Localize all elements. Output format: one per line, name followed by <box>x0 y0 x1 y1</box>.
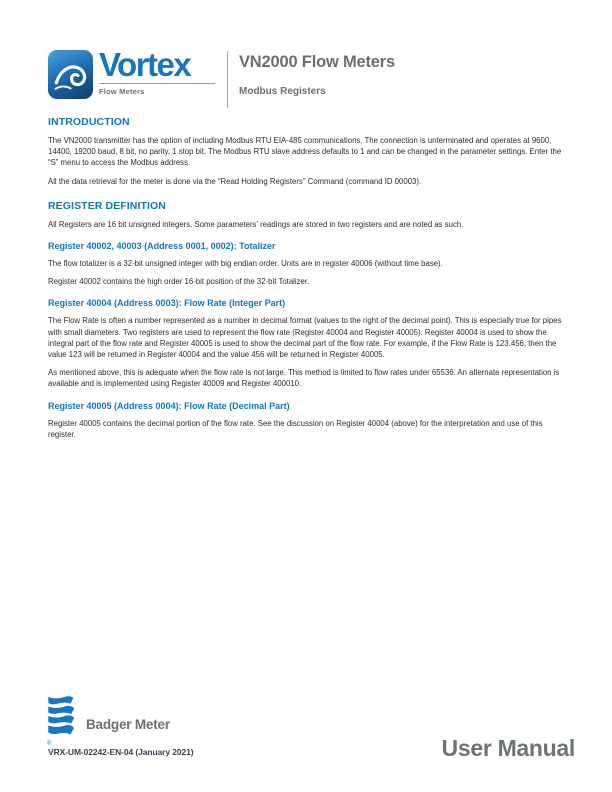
vortex-swirl-icon <box>48 50 93 99</box>
document-number: VRX-UM-02242-EN-04 (January 2021) <box>48 747 194 757</box>
page-title: VN2000 Flow Meters <box>239 53 395 71</box>
badger-meter-wordmark: Badger Meter <box>86 716 170 732</box>
header-divider <box>227 51 228 108</box>
intro-paragraph-2: All the data retrieval for the meter is done via the “Read Holding Registers” Command (command ID 00003). <box>48 176 422 186</box>
register-40004-heading: Register 40004 (Address 0003): Flow Rate (Integer Part) <box>48 298 286 309</box>
register-40004-paragraph-1: The Flow Rate is often a number represented as a number in decimal format (values to the right of the decimal point). This is especially true for pipes with small diameters. Two registers are used to represent the flow rate (Register 40004 and Register 40005). Register 40004 is used to show the integral part of the flow rate and Register 40005 is used to show the decimal part of the flow rate. For example, if the Flow Rate is 123.456, then the value 123 will be returned in Register 40004 and the value 456 will be returned in Register 40005. <box>48 316 562 360</box>
page-header <box>48 46 395 108</box>
register-40005-heading: Register 40005 (Address 0004): Flow Rate (Decimal Part) <box>48 400 290 411</box>
register-40002-heading: Register 40002, 40003 (Address 0001, 0002): Totalizer <box>48 241 276 252</box>
badger-meter-logo <box>47 696 170 746</box>
logo-underline <box>99 83 215 84</box>
intro-paragraph-1: The VN2000 transmitter has the option of including Modbus RTU EIA-485 communications. The connection is unterminated and operates at 9600, 14400, 19200 baud, 8 bit, no parity, 1 stop bit. The Modbus RTU slave address defaults to 1 and can be changed in the parameter settings. Enter the “S” menu to access the Modbus address. <box>48 136 562 168</box>
badger-meter-b-icon <box>47 696 77 746</box>
document-body <box>48 116 565 447</box>
register-40004-paragraph-2: As mentioned above, this is adequate when the flow rate is not large. This method is limited to flow rates under 65536. An alternate representation is available and is implemented using Register 40009 and Register 400010. <box>48 368 560 389</box>
vortex-brand-text: Vortex <box>99 46 191 83</box>
register-40002-paragraph-1: The flow totalizer is a 32-bit unsigned integer with big endian order. Units are in register 40006 (without time base). <box>48 259 443 269</box>
register-definition-intro: All Registers are 16 bit unsigned integers. Some parameters' readings are stored in two registers and are noted as such. <box>48 219 464 229</box>
page-subtitle: Modbus Registers <box>239 86 326 97</box>
vortex-tagline: Flow Meters <box>99 86 145 96</box>
document-type-label: User Manual <box>441 735 575 761</box>
register-40005-paragraph-1: Register 40005 contains the decimal portion of the flow rate. See the discussion on Register 40004 (above) for the interpretation and use of this register. <box>48 418 543 439</box>
registered-trademark-symbol: ® <box>47 741 52 747</box>
register-40002-paragraph-2: Register 40002 contains the high order 16-bit position of the 32-bit Totalizer. <box>48 277 310 287</box>
vortex-logo <box>99 46 215 96</box>
header-titles <box>239 50 395 97</box>
section-heading-register-definition: REGISTER DEFINITION <box>48 199 166 212</box>
section-heading-introduction: INTRODUCTION <box>48 116 130 128</box>
